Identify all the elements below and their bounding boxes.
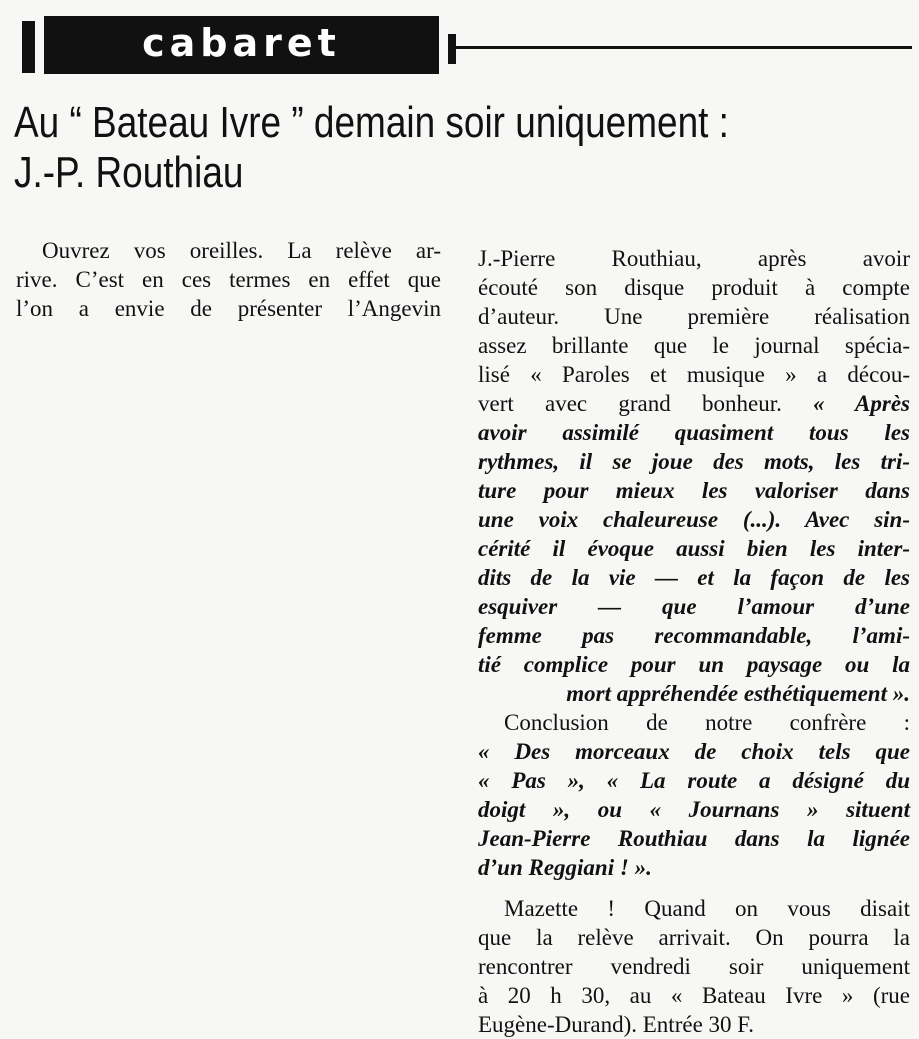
quote-text: tié complice pour un paysage ou la [478,652,910,677]
quote-line [478,476,910,505]
rubric-rule [456,46,912,49]
quote-text: esquiver — que l’amour d’une [478,594,910,619]
rubric-bar [22,21,35,73]
text-line: à 20 h 30, au « Bateau Ivre » (rue [478,983,910,1008]
quote-line [478,418,910,447]
quote-text: rythmes, il se joue des mots, les tri- [478,449,910,474]
quote-line [478,824,910,853]
text-line: que la relève arrivait. On pourra la [478,925,910,950]
text-line: d’auteur. Une première réalisation [478,304,910,329]
article-left-column [16,236,441,323]
text-line: rive. C’est en ces termes en effet que [16,267,441,292]
quote-text: ture pour mieux les valoriser dans [478,478,910,503]
quote-text: « Pas », « La route a désigné du [478,768,910,793]
quote-line [478,766,910,795]
text-line: Eugène-Durand). Entrée 30 F. [478,1012,754,1037]
text-line: assez brillante que le journal spécia- [478,333,910,358]
quote-text: doigt », ou « Journans » situent [478,797,910,822]
quote-line [478,505,910,534]
quote-line [478,534,910,563]
quote-text: avoir assimilé quasiment tous les [478,420,910,445]
quote-text: dits de la vie — et la façon de les [478,565,910,590]
headline [14,98,909,198]
headline-line-2: J.-P. Routhiau [14,148,244,197]
text-line: lisé « Paroles et musique » a décou- [478,362,910,387]
text-line: Conclusion de notre confrère : [504,710,910,735]
text-line: rencontrer vendredi soir uniquement [478,954,910,979]
text-line: l’on a envie de présenter l’Angevin [16,296,441,321]
quote-line [478,592,910,621]
quote-text: Jean-Pierre Routhiau dans la lignée [478,826,910,851]
rubric-rule-cap [448,34,456,64]
quote-line [478,795,910,824]
quote-line [478,853,910,882]
quote-text: mort appréhendée esthétiquement ». [566,681,910,706]
quote-line [478,621,910,650]
rubric-label: cabaret [142,21,341,65]
text-line: Ouvrez vos oreilles. La relève ar- [42,238,441,263]
quote-line [478,679,910,708]
quote-text: femme pas recommandable, l’ami- [478,623,910,648]
quote-line [478,737,910,766]
quote-text: d’un Reggiani ! ». [478,855,652,880]
quote-text: cérité il évoque aussi bien les inter- [478,536,910,561]
rubric-box [44,16,439,74]
headline-line-1: Au “ Bateau Ivre ” demain soir uniquement : [14,98,729,147]
text-line: écouté son disque produit à compte [478,275,910,300]
quote-text: une voix chaleureuse (...). Avec sin- [478,507,910,532]
quote-text: « Des morceaux de choix tels que [478,739,910,764]
quote-line [478,650,910,679]
text-line: Mazette ! Quand on vous disait [504,896,910,921]
text-line: J.-Pierre Routhiau, après avoir [478,246,910,271]
text-fragment: vert avec grand bonheur. [478,391,814,416]
text-line-mixed [478,389,910,418]
quote-line [478,447,910,476]
quote-line [478,563,910,592]
quote-fragment: « Après [813,391,910,416]
article-right-column [478,244,910,1039]
